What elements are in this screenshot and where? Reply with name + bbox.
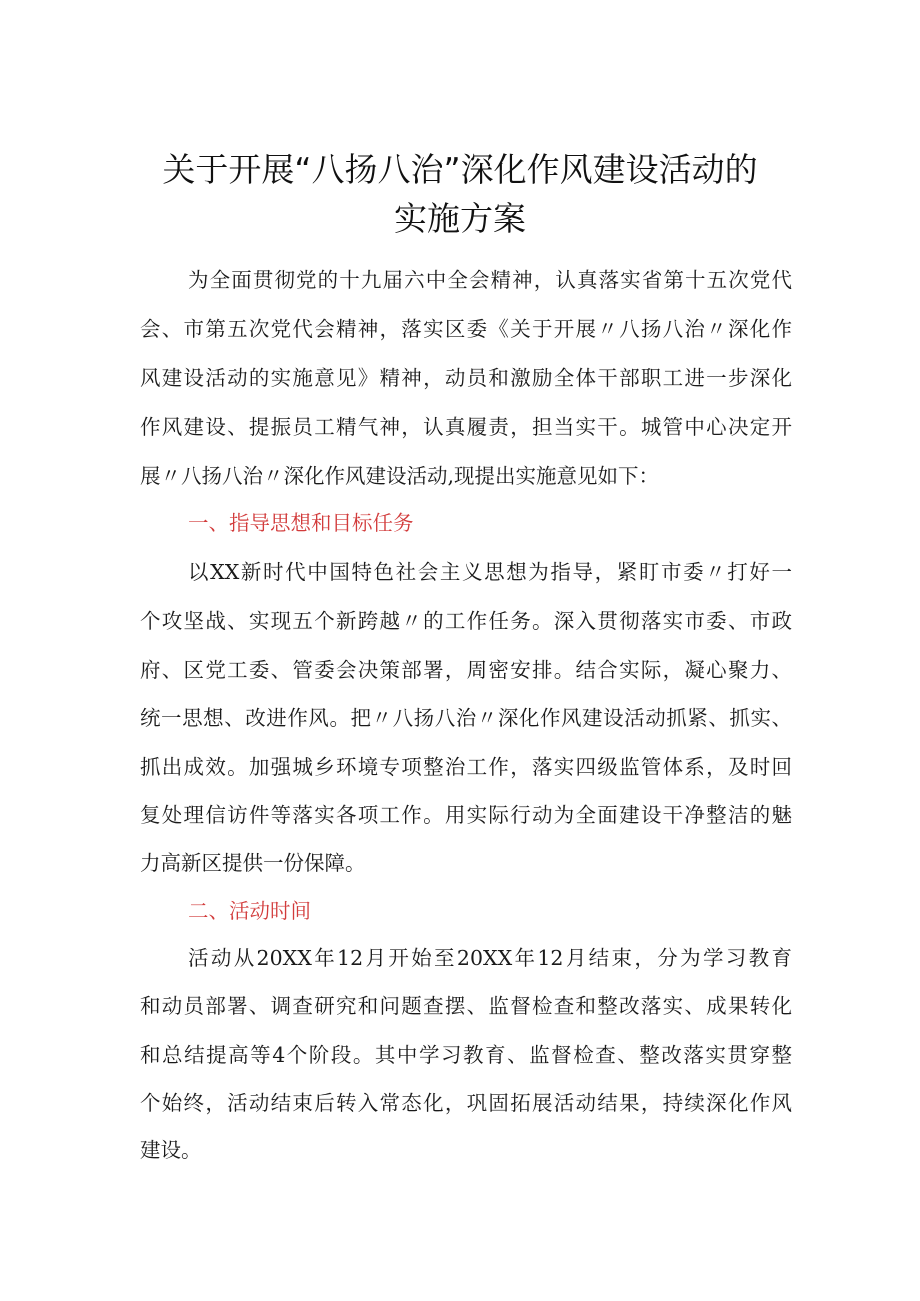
paragraph-2-line-7: 力高新区提供一份保障。 <box>140 851 366 875</box>
paragraph-3-line-4: 个始终，活动结束后转入常态化，巩固拓展活动结果，持续深化作风 <box>140 1091 792 1115</box>
section-heading-1: 一、指导思想和目标任务 <box>188 511 414 535</box>
paragraph-1-line-2: 会、市第五次党代会精神，落实区委《关于开展〃八扬八治〃深化作 <box>140 317 792 341</box>
paragraph-1-line-5: 展〃八扬八治〃深化作风建设活动,现提出实施意见如下： <box>140 464 660 488</box>
paragraph-3-line-5: 建设。 <box>140 1138 202 1162</box>
paragraph-1-line-4: 作风建设、提振员工精气神，认真履责，担当实干。城管中心决定开 <box>140 415 792 439</box>
document-title-line-2: 实施方案 <box>394 199 526 238</box>
paragraph-1-line-3: 风建设活动的实施意见》精神，动员和激励全体干部职工进一步深化 <box>140 366 792 390</box>
paragraph-2-line-4: 统一思想、改进作风。把〃八扬八治〃深化作风建设活动抓紧、抓实、 <box>140 706 792 730</box>
paragraph-2-line-5: 抓出成效。加强城乡环境专项整治工作，落实四级监管体系，及时回 <box>140 755 792 779</box>
paragraph-3-line-2: 和动员部署、调查研究和问题查摆、监督检查和整改落实、成果转化 <box>140 994 792 1018</box>
paragraph-2-line-3: 府、区党工委、管委会决策部署，周密安排。结合实际，凝心聚力、 <box>140 658 792 682</box>
paragraph-2-line-1: 以XX新时代中国特色社会主义思想为指导，紧盯市委〃打好一 <box>188 560 792 584</box>
document-title-line-1: 关于开展“八扬八治”深化作风建设活动的 <box>162 150 758 189</box>
paragraph-2-line-6: 复处理信访件等落实各项工作。用实际行动为全面建设干净整洁的魅 <box>140 803 792 827</box>
paragraph-2-line-2: 个攻坚战、实现五个新跨越〃的工作任务。深入贯彻落实市委、市政 <box>140 609 792 633</box>
paragraph-3-line-1: 活动从20XX年12月开始至20XX年12月结束，分为学习教育 <box>188 946 792 970</box>
section-heading-2: 二、活动时间 <box>188 899 311 923</box>
paragraph-1-line-1: 为全面贯彻党的十九届六中全会精神，认真落实省第十五次党代 <box>188 268 792 292</box>
paragraph-3-line-3: 和总结提高等4个阶段。其中学习教育、监督检查、整改落实贯穿整 <box>140 1043 792 1067</box>
